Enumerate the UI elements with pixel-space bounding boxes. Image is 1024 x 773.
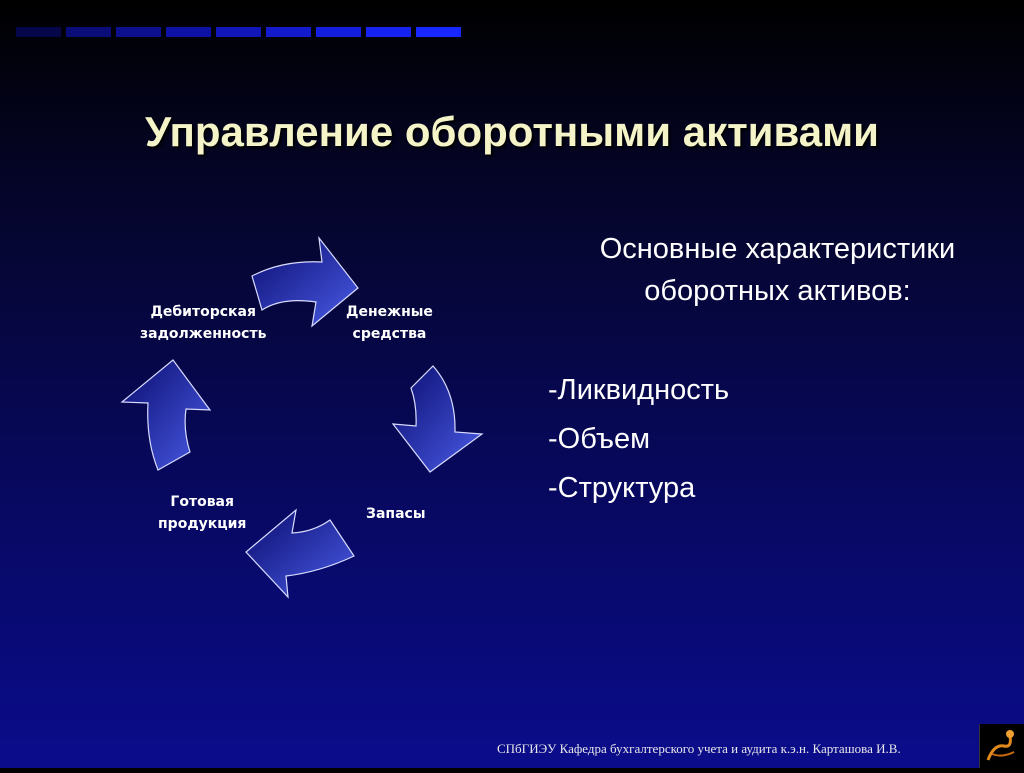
slide-title: Управление оборотными активами [144, 108, 880, 155]
characteristics-heading: Основные характеристики оборотных активов: [599, 233, 956, 307]
characteristics-list [548, 366, 729, 513]
list-item: -Ликвидность [548, 374, 730, 406]
list-item: -Структура [548, 472, 696, 504]
list-item: -Объем [548, 423, 651, 455]
arrow-finished-goods-to-receivables [122, 360, 210, 470]
arrow-inventory-to-finished-goods [246, 510, 354, 597]
node-label-cash: Денежные средства [346, 304, 433, 342]
node-label-receivables: Дебиторская задолженность [140, 304, 267, 342]
footer-credit: СПбГИЭУ Кафедра бухгалтерского учета и аудита к.э.н. Карташова И.В. [497, 741, 901, 756]
arrow-cash-to-inventory [393, 366, 482, 472]
node-label-inventory: Запасы [366, 506, 426, 522]
arrow-receivables-to-cash [252, 238, 358, 326]
logo-icon [979, 724, 1024, 768]
node-label-finished-goods: Готовая продукция [158, 494, 247, 532]
